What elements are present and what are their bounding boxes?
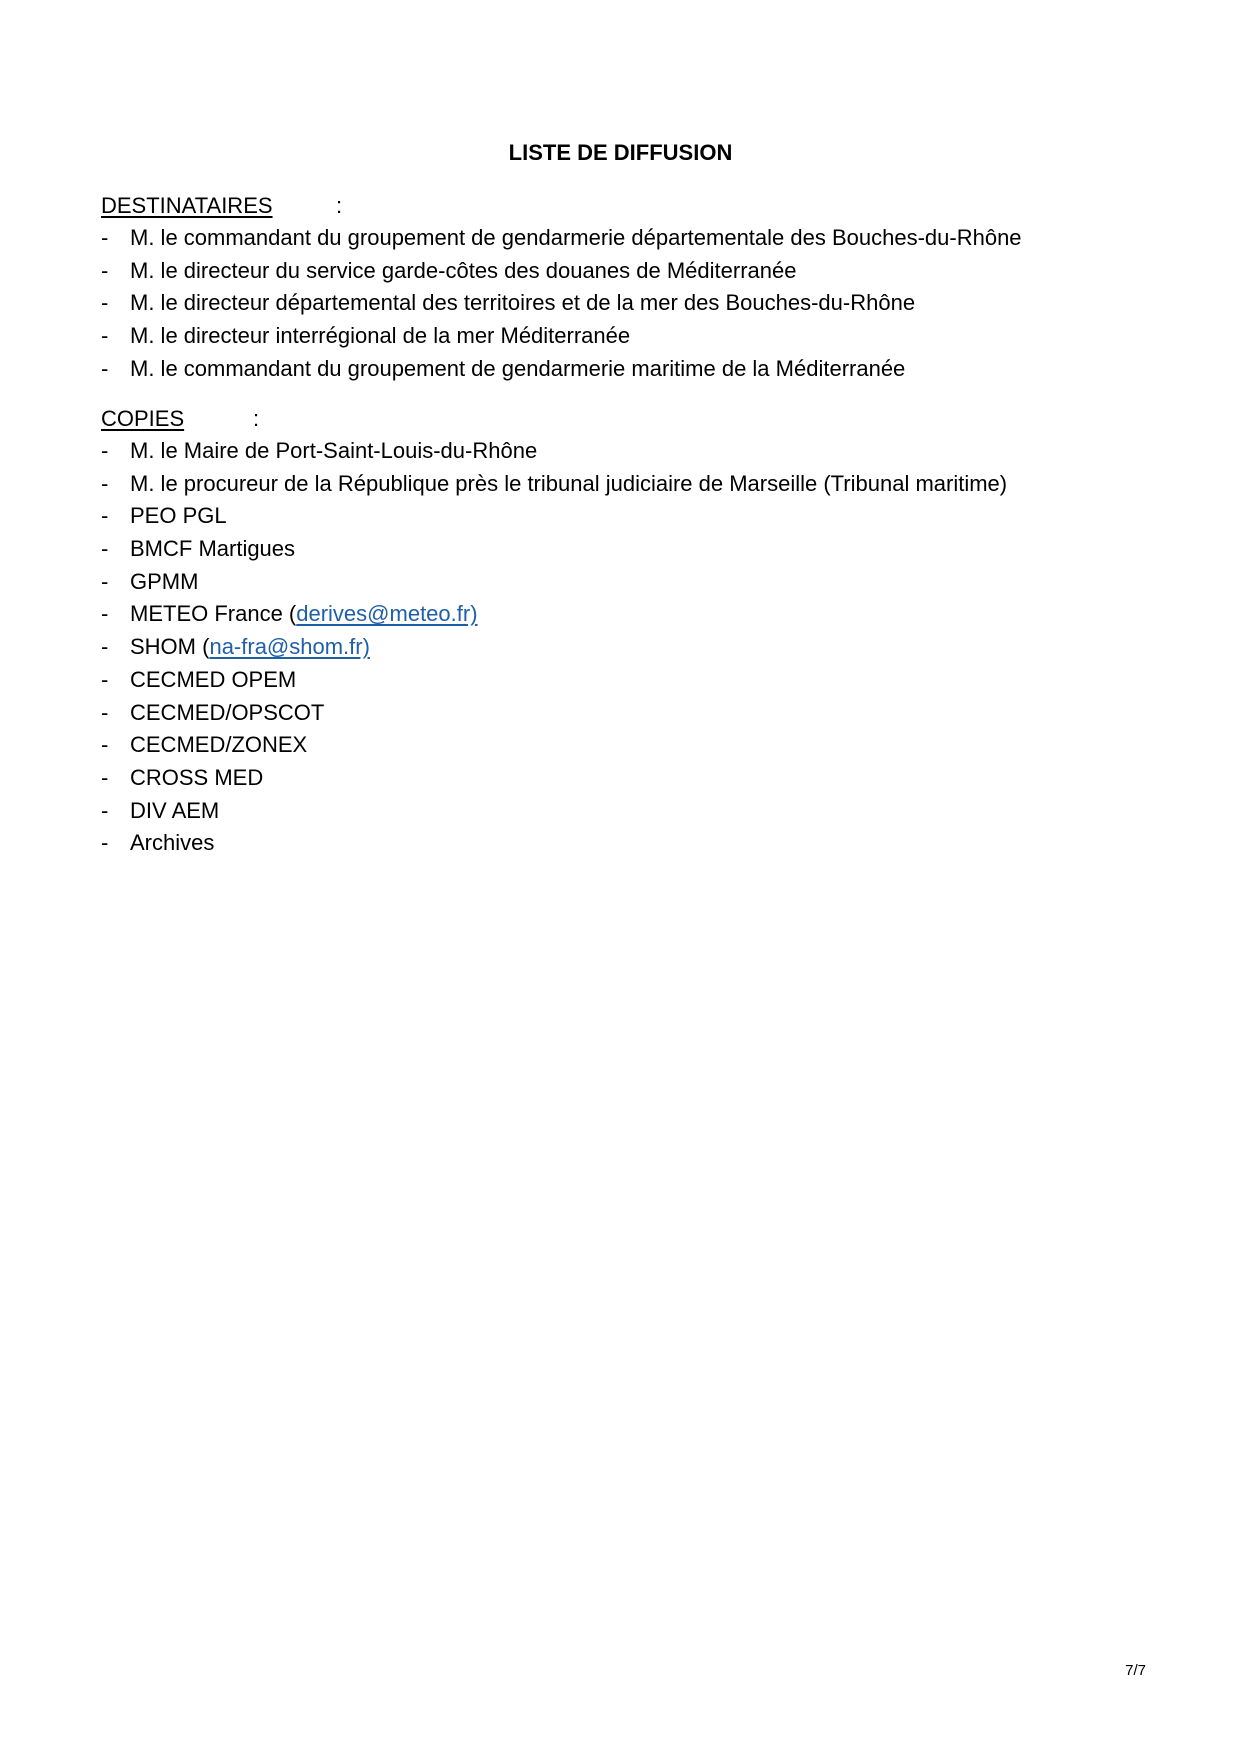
list-item: [101, 255, 1161, 288]
list-item-text: M. le directeur interrégional de la mer Méditerranée: [130, 323, 631, 349]
list-item: [101, 320, 1161, 353]
list-item-text: M. le Maire de Port-Saint-Louis-du-Rhône: [130, 438, 538, 463]
list-item: [101, 697, 1161, 730]
list-item-text: BMCF Martigues: [130, 536, 296, 562]
list-item-text: M. le procureur de la République près le tribunal judiciaire de Marseille (Tribunal maritime): [130, 470, 1008, 496]
copies-heading-row: [101, 403, 1161, 435]
list-item-text: Archives: [130, 830, 215, 856]
list-dash: -: [101, 699, 109, 725]
copies-list: [101, 435, 1161, 860]
list-item-text: M. le commandant du groupement de gendarmerie départementale des Bouches-du-Rhône: [130, 225, 1022, 250]
list-dash: -: [101, 323, 109, 349]
list-item: [101, 533, 1161, 566]
list-item: [101, 353, 1161, 386]
list-item-text: GPMM: [130, 568, 199, 594]
copies-colon: :: [253, 406, 260, 431]
list-item-text: M. le commandant du groupement de gendarmerie maritime de la Méditerranée: [130, 355, 906, 381]
list-dash: -: [101, 666, 109, 692]
list-dash: -: [101, 830, 109, 856]
shom-email-link[interactable]: na-fra@shom.fr): [209, 634, 370, 660]
list-item: [101, 598, 1161, 631]
destinataires-heading-row: [101, 190, 1161, 222]
list-dash: -: [101, 797, 109, 823]
page-title: LISTE DE DIFFUSION: [508, 140, 733, 165]
list-dash: -: [101, 503, 109, 529]
list-dash: -: [101, 470, 109, 496]
list-dash: -: [101, 257, 109, 283]
list-item: [101, 729, 1161, 762]
list-item: [101, 468, 1161, 501]
list-item-text: CECMED/OPSCOT: [130, 699, 325, 725]
destinataires-section: [101, 190, 1161, 385]
list-item-text: CECMED OPEM: [130, 666, 297, 692]
list-dash: -: [101, 290, 109, 316]
list-item: [101, 827, 1161, 860]
list-item-text: CROSS MED: [130, 764, 264, 790]
list-dash: -: [101, 764, 109, 790]
list-dash: -: [101, 355, 109, 381]
copies-heading: COPIES: [101, 406, 185, 431]
destinataires-list: [101, 222, 1161, 385]
list-item-text: M. le directeur départemental des territoires et de la mer des Bouches-du-Rhône: [130, 290, 916, 316]
list-dash: -: [101, 601, 109, 627]
list-item: [101, 795, 1161, 828]
copies-section: [101, 403, 1161, 860]
destinataires-heading: DESTINATAIRES: [101, 193, 273, 218]
page-number: 7/7: [1125, 1662, 1146, 1679]
list-item-text: PEO PGL: [130, 503, 227, 529]
list-item-text: CECMED/ZONEX: [130, 732, 308, 758]
list-dash: -: [101, 732, 109, 758]
list-item-text: M. le directeur du service garde-côtes des douanes de Méditerranée: [130, 257, 797, 283]
list-item: [101, 664, 1161, 697]
list-dash: -: [101, 438, 109, 463]
list-item: [101, 762, 1161, 795]
list-dash: -: [101, 568, 109, 594]
list-item: [101, 435, 1161, 468]
list-item-text: METEO France (: [130, 601, 297, 627]
list-item-text: DIV AEM: [130, 797, 220, 823]
list-item: [101, 287, 1161, 320]
list-dash: -: [101, 634, 109, 660]
list-dash: -: [101, 536, 109, 562]
meteo-email-link[interactable]: derives@meteo.fr): [296, 601, 478, 627]
list-item: [101, 222, 1161, 255]
list-dash: -: [101, 225, 109, 250]
list-item: [101, 500, 1161, 533]
list-item: [101, 566, 1161, 599]
list-item-text: SHOM (: [130, 634, 210, 660]
destinataires-colon: :: [336, 193, 343, 218]
list-item: [101, 631, 1161, 664]
